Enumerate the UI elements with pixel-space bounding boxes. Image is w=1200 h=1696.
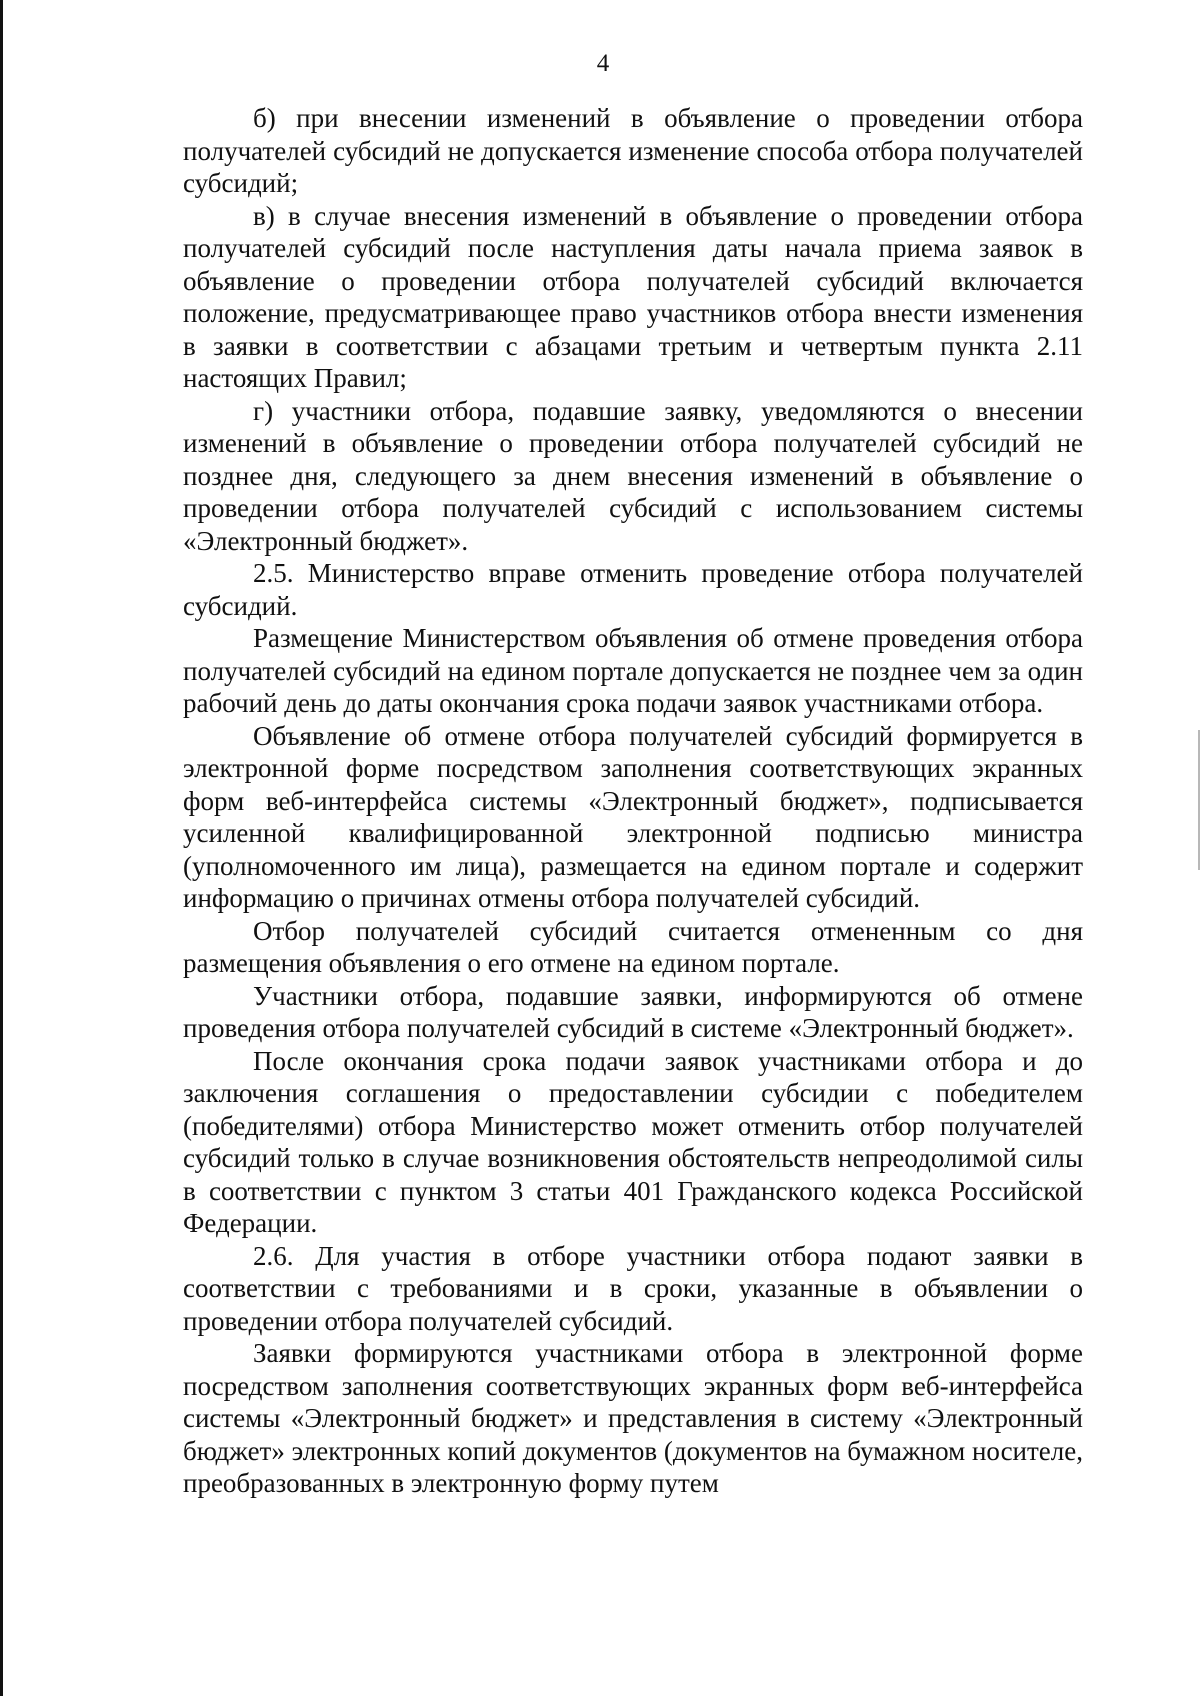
paragraph-b-change-restriction: б) при внесении изменений в объявление о проведении отбора получателей субсидий не допускается изменение способа отбора получателей субсидий; — [183, 103, 1083, 198]
paragraph-cancellation-notice-form: Объявление об отмене отбора получателей субсидий формируется в электронной форме посредством заполнения соответствующих экранных форм веб-интерфейса системы «Электронный бюджет», подписывается усиленной квалифицированной электронной подписью министра (уполномоченного им лица), размещается на едином портале и содержит информацию о причинах отмены отбора получателей субсидий. — [183, 720, 1083, 913]
paragraph-g-participant-notification: г) участники отбора, подавшие заявку, уведомляются о внесении изменений в объявление о проведении отбора получателей субсидий не позднее дня, следующего за днем внесения изменений в объявление о проведении отбора получателей субсидий с использованием системы «Электронный бюджет». — [183, 395, 1083, 556]
page-number: 4 — [596, 50, 610, 77]
paragraph-2-5-cancellation-right: 2.5. Министерство вправе отменить проведение отбора получателей субсидий. — [183, 558, 1083, 621]
paragraph-participants-informed: Участники отбора, подавшие заявки, информируются об отмене проведения отбора получателей субсидий в системе «Электронный бюджет». — [183, 980, 1083, 1043]
document-body — [183, 102, 1083, 1500]
paragraph-force-majeure-cancellation: После окончания срока подачи заявок участниками отбора и до заключения соглашения о предоставлении субсидии с победителем (победителями) отбора Министерство может отменить отбор получателей субсидий только в случае возникновения обстоятельств непреодолимой силы в соответствии с пунктом 3 статьи 401 Гражданского кодекса Российской Федерации. — [183, 1045, 1083, 1238]
paragraph-2-6-application-submission: 2.6. Для участия в отборе участники отбора подают заявки в соответствии с требованиями и в сроки, указанные в объявлении о проведении отбора получателей субсидий. — [183, 1240, 1083, 1336]
paragraph-application-electronic-form: Заявки формируются участниками отбора в электронной форме посредством заполнения соответствующих экранных форм веб-интерфейса системы «Электронный бюджет» и представления в систему «Электронный бюджет» электронных копий документов (документов на бумажном носителе, преобразованных в электронную форму путем — [183, 1338, 1083, 1498]
paragraph-cancellation-posting-deadline: Размещение Министерством объявления об отмене проведения отбора получателей субсидий на едином портале допускается не позднее чем за один рабочий день до даты окончания срока подачи заявок участниками отбора. — [183, 623, 1083, 718]
paragraph-v-amendments-after-start: в) в случае внесения изменений в объявление о проведении отбора получателей субсидий после наступления даты начала приема заявок в объявление о проведении отбора получателей субсидий включается положение, предусматривающее право участников отбора внести изменения в заявки в соответствии с абзацами третьим и четвертым пункта 2.11 настоящих Правил; — [183, 200, 1083, 393]
paragraph-cancellation-effective-date: Отбор получателей субсидий считается отмененным со дня размещения объявления о его отмене на едином портале. — [183, 915, 1083, 978]
